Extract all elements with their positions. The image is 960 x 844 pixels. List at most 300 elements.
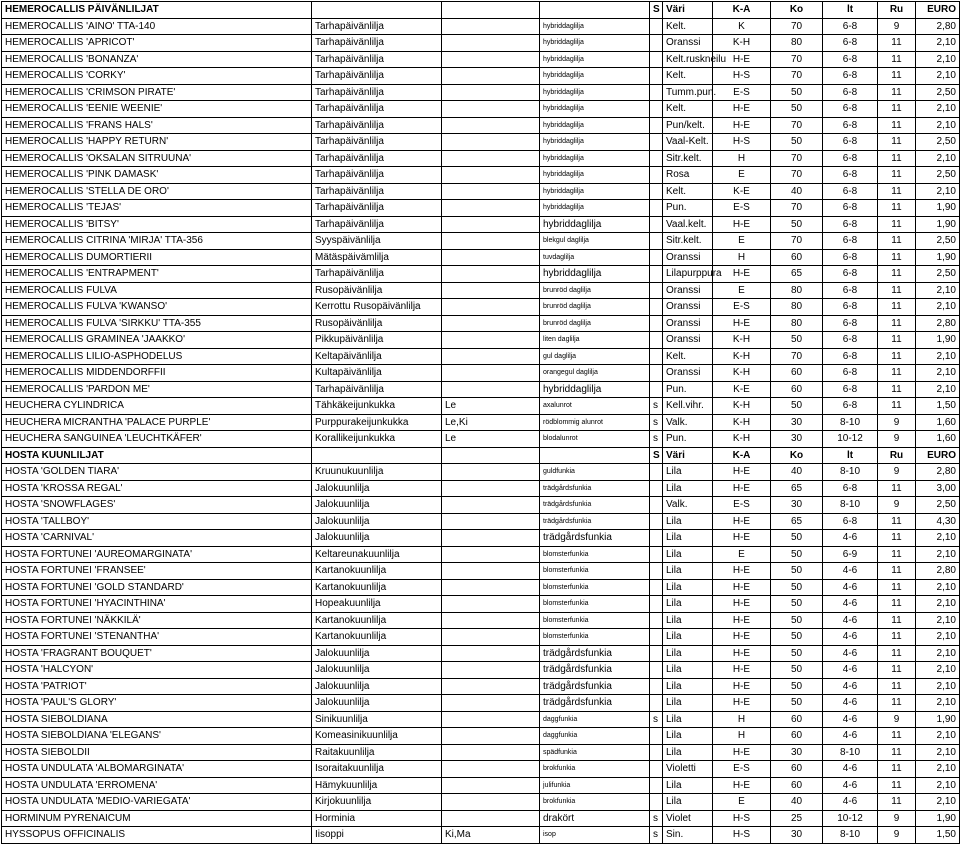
cell-finnish: Tarhapäivänlilja bbox=[312, 68, 442, 85]
cell-extra bbox=[442, 513, 540, 530]
table-row bbox=[2, 596, 960, 613]
cell-name: HOSTA FORTUNEI 'FRANSEE' bbox=[2, 563, 312, 580]
cell-finnish: Keltapäivänlilja bbox=[312, 348, 442, 365]
cell-extra bbox=[442, 464, 540, 481]
cell-name: HEMEROCALLIS DUMORTIERII bbox=[2, 249, 312, 266]
cell-ka: H-E bbox=[713, 464, 771, 481]
cell-swedish: orangegul daglilja bbox=[540, 365, 650, 382]
cell-s: S bbox=[650, 447, 663, 464]
cell-color: Lila bbox=[663, 530, 713, 547]
cell-color: Violet bbox=[663, 810, 713, 827]
table-row bbox=[2, 612, 960, 629]
cell-lt: 10-12 bbox=[823, 810, 878, 827]
cell-ru: 11 bbox=[878, 233, 916, 250]
cell-ka: K-E bbox=[713, 381, 771, 398]
cell-lt: 6-8 bbox=[823, 117, 878, 134]
cell-s bbox=[650, 18, 663, 35]
cell-ru: 11 bbox=[878, 167, 916, 184]
table-row bbox=[2, 381, 960, 398]
cell-ko: 50 bbox=[771, 101, 823, 118]
cell-finnish: Tarhapäivänlilja bbox=[312, 167, 442, 184]
cell-extra bbox=[442, 794, 540, 811]
cell-color: Oranssi bbox=[663, 365, 713, 382]
cell-ru: 11 bbox=[878, 513, 916, 530]
cell-s bbox=[650, 497, 663, 514]
cell-extra bbox=[442, 299, 540, 316]
cell-finnish: Komeasinikuunlilja bbox=[312, 728, 442, 745]
cell-finnish: Hämykuunlilja bbox=[312, 777, 442, 794]
cell-ko: 65 bbox=[771, 266, 823, 283]
cell-ka: E-S bbox=[713, 497, 771, 514]
cell-lt: 6-8 bbox=[823, 35, 878, 52]
cell-color: Kelt. bbox=[663, 348, 713, 365]
cell-s bbox=[650, 662, 663, 679]
cell-s bbox=[650, 348, 663, 365]
cell-ru: 11 bbox=[878, 348, 916, 365]
cell-extra bbox=[442, 579, 540, 596]
cell-color: Violetti bbox=[663, 761, 713, 778]
table-row bbox=[2, 414, 960, 431]
cell-ru: 11 bbox=[878, 183, 916, 200]
cell-s bbox=[650, 480, 663, 497]
cell-s bbox=[650, 117, 663, 134]
cell-lt: 6-9 bbox=[823, 546, 878, 563]
cell-extra bbox=[442, 150, 540, 167]
cell-swedish: blomsterfunkia bbox=[540, 612, 650, 629]
cell-finnish: Jalokuunlilja bbox=[312, 678, 442, 695]
cell-euro: 2,10 bbox=[916, 150, 960, 167]
cell-finnish: Tähkäkeijunkukka bbox=[312, 398, 442, 415]
table-row bbox=[2, 101, 960, 118]
cell-color: Kell.vihr. bbox=[663, 398, 713, 415]
cell-ko: 80 bbox=[771, 35, 823, 52]
cell-lt: 6-8 bbox=[823, 150, 878, 167]
cell-extra bbox=[442, 332, 540, 349]
cell-ru: 11 bbox=[878, 35, 916, 52]
cell-finnish: Tarhapäivänlilja bbox=[312, 266, 442, 283]
cell-ka: H-E bbox=[713, 678, 771, 695]
cell-name: HOSTA FORTUNEI 'AUREOMARGINATA' bbox=[2, 546, 312, 563]
cell-ko: 80 bbox=[771, 282, 823, 299]
cell-name: HEMEROCALLIS FULVA 'KWANSO' bbox=[2, 299, 312, 316]
cell-lt: 8-10 bbox=[823, 497, 878, 514]
table-row bbox=[2, 332, 960, 349]
cell-color: Lila bbox=[663, 480, 713, 497]
table-row bbox=[2, 51, 960, 68]
cell-euro: 2,10 bbox=[916, 365, 960, 382]
cell-name: HEMEROCALLIS 'PINK DAMASK' bbox=[2, 167, 312, 184]
cell-extra bbox=[442, 744, 540, 761]
cell-color: Lila bbox=[663, 612, 713, 629]
cell-swedish: trädgårdsfunkia bbox=[540, 645, 650, 662]
cell-color: Oranssi bbox=[663, 35, 713, 52]
cell-lt: 6-8 bbox=[823, 480, 878, 497]
cell-ko: 50 bbox=[771, 134, 823, 151]
cell-name: HOSTA 'TALLBOY' bbox=[2, 513, 312, 530]
cell-name: HOSTA SIEBOLDIANA bbox=[2, 711, 312, 728]
cell-extra bbox=[442, 35, 540, 52]
cell-euro: EURO bbox=[916, 2, 960, 19]
cell-euro: 2,50 bbox=[916, 266, 960, 283]
cell-name: HEMEROCALLIS CITRINA 'MIRJA' TTA-356 bbox=[2, 233, 312, 250]
table-row bbox=[2, 777, 960, 794]
cell-ru: Ru bbox=[878, 447, 916, 464]
cell-swedish: brunröd daglilja bbox=[540, 299, 650, 316]
cell-ka: K-H bbox=[713, 398, 771, 415]
cell-swedish: hybriddaglilja bbox=[540, 51, 650, 68]
cell-color: Lila bbox=[663, 464, 713, 481]
cell-euro: 2,10 bbox=[916, 101, 960, 118]
cell-lt: 6-8 bbox=[823, 183, 878, 200]
cell-color: Valk. bbox=[663, 414, 713, 431]
cell-s bbox=[650, 513, 663, 530]
cell-ko: Ko bbox=[771, 2, 823, 19]
cell-ka: H-E bbox=[713, 563, 771, 580]
cell-name: HORMINUM PYRENAICUM bbox=[2, 810, 312, 827]
cell-lt: 6-8 bbox=[823, 282, 878, 299]
cell-extra bbox=[442, 695, 540, 712]
cell-s bbox=[650, 794, 663, 811]
cell-ru: 11 bbox=[878, 728, 916, 745]
cell-s bbox=[650, 233, 663, 250]
cell-color: Lila bbox=[663, 744, 713, 761]
table-row bbox=[2, 530, 960, 547]
cell-ko: 40 bbox=[771, 794, 823, 811]
cell-ru: 11 bbox=[878, 117, 916, 134]
cell-swedish: brokfunkia bbox=[540, 794, 650, 811]
table-row bbox=[2, 233, 960, 250]
cell-ka: H-E bbox=[713, 51, 771, 68]
cell-s bbox=[650, 183, 663, 200]
cell-ka: H-S bbox=[713, 68, 771, 85]
cell-ru: 11 bbox=[878, 678, 916, 695]
cell-extra bbox=[442, 51, 540, 68]
cell-s bbox=[650, 365, 663, 382]
cell-ko: 40 bbox=[771, 464, 823, 481]
table-row bbox=[2, 431, 960, 448]
cell-extra bbox=[442, 18, 540, 35]
cell-euro: 1,50 bbox=[916, 827, 960, 844]
cell-swedish: axalunrot bbox=[540, 398, 650, 415]
cell-name: HEUCHERA MICRANTHA 'PALACE PURPLE' bbox=[2, 414, 312, 431]
cell-ka: E bbox=[713, 233, 771, 250]
table-row bbox=[2, 200, 960, 217]
cell-ka: K bbox=[713, 18, 771, 35]
cell-extra bbox=[442, 233, 540, 250]
cell-extra bbox=[442, 728, 540, 745]
cell-finnish: Tarhapäivänlilja bbox=[312, 183, 442, 200]
cell-color: Lila bbox=[663, 645, 713, 662]
cell-swedish: hybriddaglilja bbox=[540, 266, 650, 283]
cell-extra bbox=[442, 365, 540, 382]
cell-finnish bbox=[312, 447, 442, 464]
cell-ru: 11 bbox=[878, 744, 916, 761]
cell-name: HOSTA KUUNLILJAT bbox=[2, 447, 312, 464]
cell-lt: 4-6 bbox=[823, 695, 878, 712]
cell-ka: E-S bbox=[713, 299, 771, 316]
cell-finnish: Tarhapäivänlilja bbox=[312, 134, 442, 151]
table-row bbox=[2, 35, 960, 52]
cell-s bbox=[650, 464, 663, 481]
cell-finnish: Keltareunakuunlilja bbox=[312, 546, 442, 563]
cell-extra bbox=[442, 68, 540, 85]
table-row bbox=[2, 546, 960, 563]
cell-s: s bbox=[650, 711, 663, 728]
cell-euro: 2,10 bbox=[916, 579, 960, 596]
cell-s bbox=[650, 645, 663, 662]
cell-euro: 2,10 bbox=[916, 612, 960, 629]
cell-ka: K-H bbox=[713, 35, 771, 52]
cell-lt: 4-6 bbox=[823, 563, 878, 580]
cell-ka: K-H bbox=[713, 332, 771, 349]
cell-s bbox=[650, 216, 663, 233]
cell-name: HEMEROCALLIS 'PARDON ME' bbox=[2, 381, 312, 398]
cell-ru: 11 bbox=[878, 365, 916, 382]
cell-ko: 70 bbox=[771, 233, 823, 250]
cell-finnish bbox=[312, 2, 442, 19]
cell-ru: 11 bbox=[878, 381, 916, 398]
cell-ru: 11 bbox=[878, 51, 916, 68]
cell-name: HOSTA 'PAUL'S GLORY' bbox=[2, 695, 312, 712]
cell-swedish: daggfunkia bbox=[540, 711, 650, 728]
cell-euro: 2,10 bbox=[916, 117, 960, 134]
cell-ru: 11 bbox=[878, 332, 916, 349]
cell-color: Lila bbox=[663, 662, 713, 679]
cell-lt: 6-8 bbox=[823, 381, 878, 398]
cell-ru: 11 bbox=[878, 645, 916, 662]
cell-name: HEMEROCALLIS LILIO-ASPHODELUS bbox=[2, 348, 312, 365]
cell-lt: 6-8 bbox=[823, 266, 878, 283]
cell-s bbox=[650, 150, 663, 167]
cell-ka: H-S bbox=[713, 827, 771, 844]
cell-s: s bbox=[650, 414, 663, 431]
cell-color: Lila bbox=[663, 563, 713, 580]
cell-euro: 2,10 bbox=[916, 777, 960, 794]
cell-lt: 4-6 bbox=[823, 662, 878, 679]
cell-name: HEMEROCALLIS MIDDENDORFFII bbox=[2, 365, 312, 382]
cell-finnish: Rusopäivänlilja bbox=[312, 282, 442, 299]
cell-color: Lila bbox=[663, 513, 713, 530]
cell-euro: 2,50 bbox=[916, 134, 960, 151]
cell-euro: 2,80 bbox=[916, 464, 960, 481]
cell-ka: H bbox=[713, 711, 771, 728]
cell-color: Valk. bbox=[663, 497, 713, 514]
cell-name: HEMEROCALLIS 'AINO' TTA-140 bbox=[2, 18, 312, 35]
cell-color: Tumm.pun. bbox=[663, 84, 713, 101]
cell-ru: 11 bbox=[878, 596, 916, 613]
cell-ka: H bbox=[713, 728, 771, 745]
cell-finnish: Tarhapäivänlilja bbox=[312, 35, 442, 52]
cell-ko: 70 bbox=[771, 348, 823, 365]
cell-swedish: hybriddaglilja bbox=[540, 35, 650, 52]
cell-lt: 4-6 bbox=[823, 728, 878, 745]
cell-ru: 9 bbox=[878, 810, 916, 827]
cell-ko: 70 bbox=[771, 18, 823, 35]
cell-lt: 4-6 bbox=[823, 629, 878, 646]
cell-extra bbox=[442, 134, 540, 151]
cell-ko: 30 bbox=[771, 744, 823, 761]
cell-ru: 11 bbox=[878, 530, 916, 547]
cell-name: HOSTA 'PATRIOT' bbox=[2, 678, 312, 695]
cell-ko: 70 bbox=[771, 150, 823, 167]
cell-swedish: blomsterfunkia bbox=[540, 579, 650, 596]
cell-color: Lila bbox=[663, 711, 713, 728]
cell-finnish: Tarhapäivänlilja bbox=[312, 200, 442, 217]
cell-name: HOSTA 'CARNIVAL' bbox=[2, 530, 312, 547]
cell-finnish: Kartanokuunlilja bbox=[312, 629, 442, 646]
cell-s: s bbox=[650, 810, 663, 827]
table-row bbox=[2, 315, 960, 332]
cell-ka: E bbox=[713, 282, 771, 299]
cell-ru: Ru bbox=[878, 2, 916, 19]
cell-ka: H-E bbox=[713, 695, 771, 712]
cell-color: Pun. bbox=[663, 381, 713, 398]
cell-color: Kelt. bbox=[663, 68, 713, 85]
table-row bbox=[2, 266, 960, 283]
cell-lt: 10-12 bbox=[823, 431, 878, 448]
cell-ru: 11 bbox=[878, 761, 916, 778]
cell-ka: E bbox=[713, 794, 771, 811]
cell-finnish: Kerrottu Rusopäivänlilja bbox=[312, 299, 442, 316]
cell-euro: 2,50 bbox=[916, 497, 960, 514]
cell-extra bbox=[442, 497, 540, 514]
cell-ko: 70 bbox=[771, 167, 823, 184]
cell-s bbox=[650, 530, 663, 547]
cell-euro: 2,10 bbox=[916, 596, 960, 613]
cell-ru: 11 bbox=[878, 282, 916, 299]
cell-lt: 6-8 bbox=[823, 200, 878, 217]
cell-swedish: hybriddaglilja bbox=[540, 18, 650, 35]
cell-lt: 6-8 bbox=[823, 216, 878, 233]
cell-color: Pun. bbox=[663, 431, 713, 448]
cell-swedish: blomsterfunkia bbox=[540, 546, 650, 563]
cell-lt: 6-8 bbox=[823, 398, 878, 415]
cell-name: HEMEROCALLIS 'STELLA DE ORO' bbox=[2, 183, 312, 200]
cell-euro: 1,90 bbox=[916, 249, 960, 266]
cell-swedish: hybriddaglilja bbox=[540, 183, 650, 200]
cell-name: HEMEROCALLIS 'TEJAS' bbox=[2, 200, 312, 217]
cell-finnish: Raitakuunlilja bbox=[312, 744, 442, 761]
cell-ka: H bbox=[713, 150, 771, 167]
cell-ru: 11 bbox=[878, 134, 916, 151]
cell-ru: 11 bbox=[878, 101, 916, 118]
cell-color: Lilapurppura bbox=[663, 266, 713, 283]
cell-ka: E bbox=[713, 167, 771, 184]
cell-s bbox=[650, 332, 663, 349]
cell-name: HEMEROCALLIS 'APRICOT' bbox=[2, 35, 312, 52]
table-row bbox=[2, 134, 960, 151]
cell-s bbox=[650, 596, 663, 613]
cell-swedish: brokfunkia bbox=[540, 761, 650, 778]
cell-ka: H-E bbox=[713, 480, 771, 497]
cell-ka: H-E bbox=[713, 645, 771, 662]
cell-extra bbox=[442, 530, 540, 547]
cell-finnish: Jalokuunlilja bbox=[312, 662, 442, 679]
cell-ko: 80 bbox=[771, 315, 823, 332]
cell-color: Lila bbox=[663, 596, 713, 613]
cell-name: HOSTA FORTUNEI 'GOLD STANDARD' bbox=[2, 579, 312, 596]
cell-color: Kelt. bbox=[663, 101, 713, 118]
cell-ka: H-E bbox=[713, 530, 771, 547]
cell-finnish: Jalokuunlilja bbox=[312, 497, 442, 514]
cell-swedish: trädgårdsfunkia bbox=[540, 480, 650, 497]
cell-finnish: Hopeakuunlilja bbox=[312, 596, 442, 613]
table-row bbox=[2, 761, 960, 778]
cell-swedish: trädgårdsfunkia bbox=[540, 530, 650, 547]
cell-ko: 50 bbox=[771, 84, 823, 101]
cell-s bbox=[650, 282, 663, 299]
cell-lt: 6-8 bbox=[823, 299, 878, 316]
cell-color: Lila bbox=[663, 546, 713, 563]
cell-name: HOSTA 'HALCYON' bbox=[2, 662, 312, 679]
cell-extra bbox=[442, 282, 540, 299]
cell-name: HOSTA UNDULATA 'MEDIO-VARIEGATA' bbox=[2, 794, 312, 811]
cell-swedish: hybriddaglilja bbox=[540, 117, 650, 134]
cell-ko: 50 bbox=[771, 678, 823, 695]
table-row bbox=[2, 365, 960, 382]
section-header-row bbox=[2, 2, 960, 19]
cell-euro: 2,10 bbox=[916, 51, 960, 68]
cell-finnish: Isoraitakuunlilja bbox=[312, 761, 442, 778]
cell-name: HOSTA UNDULATA 'ALBOMARGINATA' bbox=[2, 761, 312, 778]
cell-euro: 2,50 bbox=[916, 84, 960, 101]
cell-ru: 11 bbox=[878, 249, 916, 266]
cell-ka: H-E bbox=[713, 216, 771, 233]
cell-s: s bbox=[650, 431, 663, 448]
table-row bbox=[2, 348, 960, 365]
cell-extra bbox=[442, 117, 540, 134]
cell-swedish: drakört bbox=[540, 810, 650, 827]
table-row bbox=[2, 150, 960, 167]
cell-ko: 40 bbox=[771, 183, 823, 200]
cell-ru: 9 bbox=[878, 827, 916, 844]
cell-euro: 3,00 bbox=[916, 480, 960, 497]
cell-swedish: hybriddaglilja bbox=[540, 101, 650, 118]
cell-ru: 11 bbox=[878, 612, 916, 629]
cell-lt: 4-6 bbox=[823, 678, 878, 695]
cell-swedish: liten daglilja bbox=[540, 332, 650, 349]
cell-s bbox=[650, 612, 663, 629]
cell-ko: 70 bbox=[771, 68, 823, 85]
cell-extra bbox=[442, 200, 540, 217]
cell-ko: 60 bbox=[771, 365, 823, 382]
cell-euro: 1,50 bbox=[916, 398, 960, 415]
cell-euro: 2,80 bbox=[916, 563, 960, 580]
cell-ko: 60 bbox=[771, 381, 823, 398]
cell-ru: 11 bbox=[878, 480, 916, 497]
cell-name: HOSTA FORTUNEI 'NÄKKILÄ' bbox=[2, 612, 312, 629]
cell-finnish: Korallikeijunkukka bbox=[312, 431, 442, 448]
cell-extra: Le,Ki bbox=[442, 414, 540, 431]
cell-ko: 50 bbox=[771, 563, 823, 580]
cell-euro: 2,10 bbox=[916, 348, 960, 365]
cell-color: Kelt. bbox=[663, 183, 713, 200]
cell-euro: 2,10 bbox=[916, 183, 960, 200]
cell-finnish: Tarhapäivänlilja bbox=[312, 150, 442, 167]
cell-euro: 1,90 bbox=[916, 810, 960, 827]
cell-ka: H-E bbox=[713, 629, 771, 646]
cell-s: s bbox=[650, 827, 663, 844]
cell-ru: 9 bbox=[878, 414, 916, 431]
cell-lt: 6-8 bbox=[823, 18, 878, 35]
cell-ko: 30 bbox=[771, 414, 823, 431]
cell-ko: 65 bbox=[771, 480, 823, 497]
cell-swedish: spädfunkia bbox=[540, 744, 650, 761]
cell-ko: 30 bbox=[771, 497, 823, 514]
cell-ka: H-E bbox=[713, 101, 771, 118]
cell-ko: 30 bbox=[771, 827, 823, 844]
cell-color: Väri bbox=[663, 2, 713, 19]
